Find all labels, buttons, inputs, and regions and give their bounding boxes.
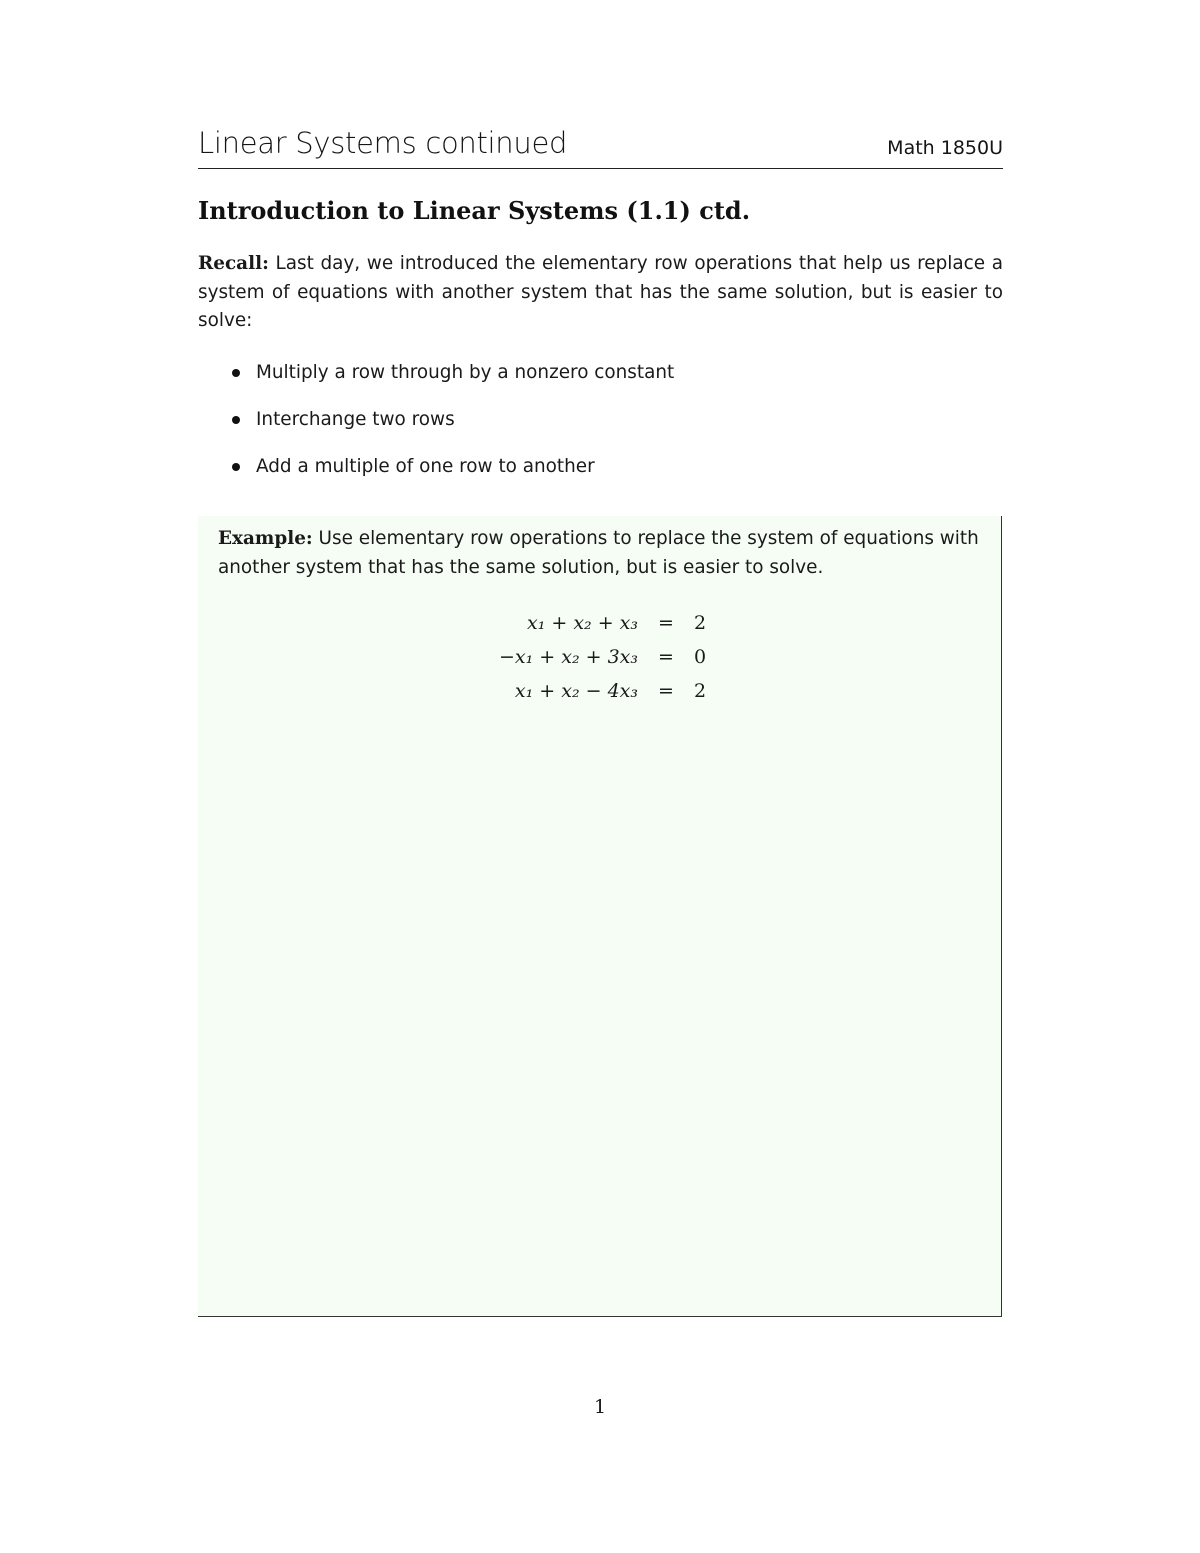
recall-text: Last day, we introduced the elementary row operations that help us replace a system of equations with another system that has the same solution, but is easier to solve:	[198, 253, 1003, 331]
equation-lhs: x₁ + x₂ − 4x₃	[514, 680, 638, 702]
equation-lhs: x₁ + x₂ + x₃	[527, 612, 638, 634]
list-item	[230, 405, 674, 452]
equation-relation: =	[658, 646, 674, 668]
bullet-icon	[232, 369, 240, 377]
document-title: Linear Systems continued	[198, 126, 568, 160]
recall-label: Recall:	[198, 253, 269, 274]
equation-lhs: −x₁ + x₂ + 3x₃	[498, 646, 638, 668]
equation-row	[468, 674, 734, 708]
example-text: Use elementary row operations to replace the system of equations with another system that has the same solution, but is easier to solve.	[218, 528, 979, 578]
list-item-text: Add a multiple of one row to another	[256, 456, 595, 477]
page-number: 1	[593, 1396, 607, 1418]
list-item	[230, 452, 674, 499]
page-header	[198, 126, 1003, 169]
list-item-text: Multiply a row through by a nonzero constant	[256, 362, 675, 383]
equation-row	[468, 640, 734, 674]
equation-system	[468, 606, 734, 708]
equation-rhs: 2	[694, 680, 707, 702]
example-label: Example:	[218, 528, 313, 549]
equation-rhs: 0	[694, 646, 707, 668]
equation-row	[468, 606, 734, 640]
bullet-icon	[232, 416, 240, 424]
example-box	[198, 516, 1002, 1317]
course-code: Math 1850U	[887, 137, 1003, 159]
recall-paragraph	[198, 250, 1003, 336]
equation-relation: =	[658, 680, 674, 702]
bullet-icon	[232, 463, 240, 471]
row-operations-list	[230, 358, 674, 499]
equation-relation: =	[658, 612, 674, 634]
list-item	[230, 358, 674, 405]
equation-rhs: 2	[694, 612, 707, 634]
section-heading: Introduction to Linear Systems (1.1) ctd.	[198, 196, 751, 225]
list-item-text: Interchange two rows	[256, 409, 455, 430]
example-paragraph	[218, 524, 983, 582]
